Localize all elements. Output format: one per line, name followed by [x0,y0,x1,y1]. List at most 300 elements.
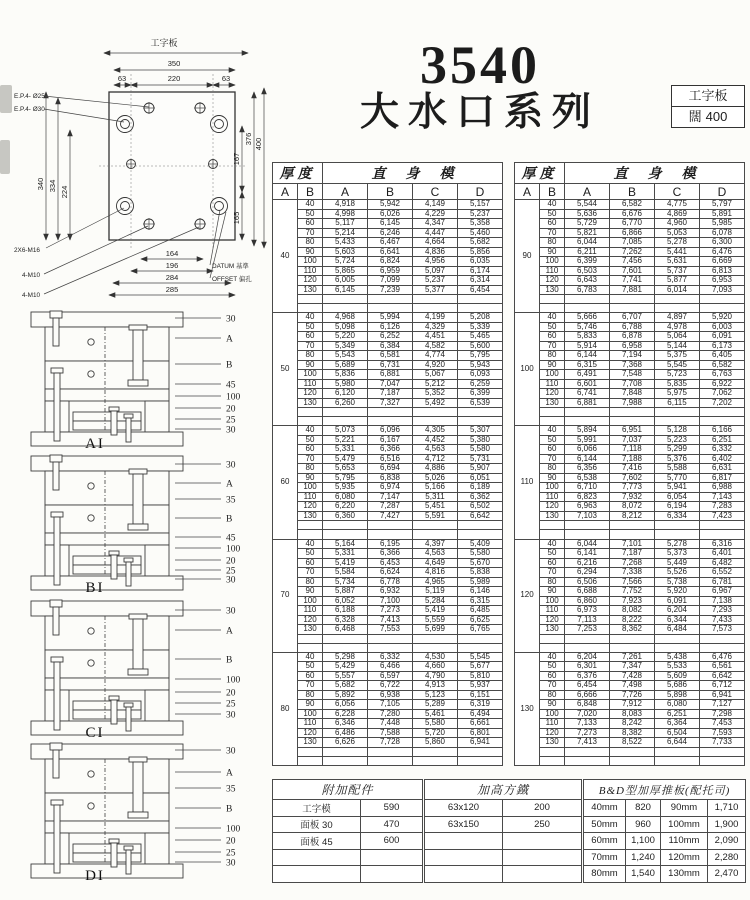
label-offset: OFFSET 偏孔 [212,276,252,283]
price-cell: 5,053 [655,228,700,238]
price-cell: 8,382 [610,728,655,738]
table-row [515,738,745,748]
callout-label: 100 [226,824,241,835]
empty-cell [700,530,745,539]
return-pin-head [109,551,119,555]
empty-cell [565,304,610,313]
empty-cell [458,417,503,426]
thickness-b-value: 90 [298,473,323,483]
table-row [515,652,745,662]
thickness-b-value: 60 [298,332,323,342]
price-cell: 7,708 [610,379,655,389]
thickness-b-value: 80 [298,690,323,700]
price-cell: 6,003 [700,322,745,332]
price-cell: 7,573 [700,625,745,635]
empty-cell [458,295,503,304]
table-row [515,454,745,464]
thickness-b-value: 110 [540,719,565,729]
price-cell: 7,239 [368,285,413,295]
price-cell: 4,660 [413,662,458,672]
empty-cell [458,756,503,765]
thickness-b-value: 130 [540,398,565,408]
price-cell: 7,280 [368,709,413,719]
callout-label: A [226,768,233,779]
price-cell: 6,399 [458,389,503,399]
thickness-b-value: 110 [540,379,565,389]
label-2x6-m16: 2X6-M16 [14,247,40,254]
price-cell: 4,199 [413,313,458,323]
long-bolt-shaft [54,662,60,730]
price-cell: 7,047 [368,379,413,389]
price-cell: 5,064 [655,332,700,342]
price-cell: 5,067 [413,370,458,380]
table-row [273,502,503,512]
price-cell: 6,246 [368,228,413,238]
thickness-b-value: 120 [298,615,323,625]
price-cell: 5,746 [565,322,610,332]
price-cell: 5,600 [458,341,503,351]
price-cell: 4,836 [413,247,458,257]
table-row [273,276,503,286]
price-cell: 6,967 [700,587,745,597]
dim-340: 340 [36,177,45,191]
small-bolt-head [124,558,133,562]
thickness-b-value: 120 [540,276,565,286]
price-cell: 6,301 [565,662,610,672]
small-bolt-head [124,414,133,418]
empty-cell [540,530,565,539]
small-bolt [126,850,131,874]
empty-cell [413,643,458,652]
price-cell: 6,376 [565,671,610,681]
table-row [273,800,423,817]
price-cell: 4,582 [413,341,458,351]
empty-cell [540,756,565,765]
price-cell: 6,362 [458,492,503,502]
price-cell: 5,985 [700,219,745,229]
price-cell: 5,545 [655,360,700,370]
table-row [273,341,503,351]
drawing-label: BI [85,580,105,594]
price-cell: 4,965 [413,577,458,587]
price-cell: 6,026 [368,209,413,219]
empty-cell [610,417,655,426]
price-cell: 5,975 [655,389,700,399]
spacer-row [515,417,745,426]
price-cell: 6,516 [368,454,413,464]
price-cell: 4,886 [413,464,458,474]
price-cell: 7,268 [610,558,655,568]
callout-label: 30 [226,460,236,471]
table-cell: 50mm [584,816,626,833]
thickness-b-value: 90 [540,587,565,597]
bolt-head [50,311,62,318]
price-cell: 5,331 [323,445,368,455]
spacer-row [515,530,745,539]
table-row [515,662,745,672]
price-cell: 4,452 [413,435,458,445]
price-cell: 6,778 [368,577,413,587]
table-row [273,370,503,380]
table-row [273,209,503,219]
thickness-b-value: 60 [298,445,323,455]
callout-label: 20 [226,836,236,847]
table-row [273,200,503,210]
price-cell: 6,582 [700,360,745,370]
price-cell: 6,228 [323,709,368,719]
price-cell: 7,553 [368,625,413,635]
empty-cell [565,295,610,304]
price-cell: 6,625 [458,615,503,625]
thickness-b-value: 130 [298,738,323,748]
price-cell: 4,918 [323,200,368,210]
guide-pin-cap [129,757,147,762]
table-row [515,587,745,597]
price-cell: 6,252 [368,332,413,342]
table-row [273,681,503,691]
price-cell: 5,557 [323,671,368,681]
price-cell: 7,602 [610,473,655,483]
spacer-row [273,756,503,765]
callout-label: 30 [226,710,236,721]
price-cell: 6,741 [565,389,610,399]
price-cell: 5,666 [565,313,610,323]
price-cell: 5,123 [413,690,458,700]
table-cell: 960 [626,816,661,833]
price-cell: 6,174 [458,266,503,276]
table-row [584,816,746,833]
thickness-b-value: 120 [298,276,323,286]
table-row [273,625,503,635]
spacer-block-right [145,833,169,864]
thickness-b-value: 120 [540,502,565,512]
price-cell: 6,316 [700,539,745,549]
price-cell: 7,143 [700,492,745,502]
table-row [273,606,503,616]
table-cell: 2,280 [708,849,746,866]
price-cell: 6,482 [700,558,745,568]
empty-cell [700,747,745,756]
price-cell: 7,416 [610,464,655,474]
price-cell: 6,765 [458,625,503,635]
thickness-b-value: 70 [540,341,565,351]
empty-cell [540,417,565,426]
price-cell: 6,195 [368,539,413,549]
empty-cell [655,408,700,417]
empty-cell [323,530,368,539]
thickness-b-value: 130 [540,511,565,521]
price-cell: 7,298 [700,709,745,719]
empty-cell [413,756,458,765]
price-cell: 6,328 [323,615,368,625]
price-cell: 5,352 [413,389,458,399]
thickness-b-value: 70 [540,228,565,238]
thickness-b-value: 80 [298,351,323,361]
empty-cell [323,417,368,426]
price-cell: 7,428 [610,671,655,681]
col-header-thickness: 厚度 [273,163,323,184]
thickness-b-value: 130 [298,625,323,635]
bolt-shaft [53,607,59,635]
mold-section-graphic [31,455,183,590]
guide-pin-cap [129,325,147,330]
thickness-b-value: 130 [540,738,565,748]
price-cell: 7,347 [610,662,655,672]
table-row [515,709,745,719]
long-bolt-head [51,657,63,662]
callout-label: A [226,334,233,345]
thickness-b-value: 50 [298,435,323,445]
thickness-b-value: 40 [540,652,565,662]
price-cell: 6,813 [700,266,745,276]
empty-cell [700,756,745,765]
price-cell: 5,339 [458,322,503,332]
thickness-b-value: 90 [540,360,565,370]
price-cell: 6,881 [565,398,610,408]
table-cell: 1,540 [626,866,661,883]
price-cell: 6,781 [700,577,745,587]
price-cell: 6,582 [610,200,655,210]
price-cell: 6,783 [565,285,610,295]
table-row [515,341,745,351]
price-cell: 7,456 [610,257,655,267]
price-cell: 6,763 [700,370,745,380]
price-cell: 5,723 [655,370,700,380]
empty-cell [458,521,503,530]
guide-pin-foot [128,524,148,530]
empty-cell [610,756,655,765]
price-cell: 5,795 [323,473,368,483]
price-cell: 6,315 [458,596,503,606]
price-cell: 5,128 [655,426,700,436]
price-cell: 5,307 [458,426,503,436]
empty-cell [610,408,655,417]
price-cell: 6,848 [565,700,610,710]
price-cell: 6,314 [458,276,503,286]
thickness-b-value: 110 [540,266,565,276]
price-cell: 7,413 [565,738,610,748]
table-row [425,866,582,883]
thickness-b-value: 50 [540,209,565,219]
callout-label: 30 [226,858,236,869]
thickness-b-value: 100 [298,483,323,493]
empty-cell [610,643,655,652]
price-cell: 6,399 [565,257,610,267]
price-cell: 5,465 [458,332,503,342]
empty-cell [565,634,610,643]
price-cell: 7,433 [700,615,745,625]
price-cell: 7,912 [610,700,655,710]
empty-cell [298,295,323,304]
thickness-b-value: 70 [298,228,323,238]
bolt-shaft [53,462,59,490]
price-cell: 7,273 [565,728,610,738]
price-cell: 6,091 [700,332,745,342]
bolt-head [50,455,62,462]
table-row [515,671,745,681]
callout-label: 30 [226,314,236,325]
price-cell: 6,115 [655,398,700,408]
table-row [273,219,503,229]
col-header-a2: A [323,184,368,200]
empty-cell [298,643,323,652]
price-cell: 6,581 [368,351,413,361]
table-row [515,322,745,332]
price-cell: 6,938 [368,690,413,700]
empty-cell [655,295,700,304]
table-row [515,238,745,248]
long-bolt-head [51,368,63,373]
callout-label: 25 [226,699,236,710]
table-row [515,492,745,502]
price-cell: 6,731 [368,360,413,370]
thickness-b-value: 80 [298,464,323,474]
scan-artifact [0,85,12,113]
empty-cell [368,530,413,539]
guide-pin [133,474,143,524]
long-bolt-shaft [54,373,60,441]
empty-cell [323,408,368,417]
price-cell: 6,093 [458,370,503,380]
table-row [273,435,503,445]
price-cell: 7,848 [610,389,655,399]
table-cell [273,866,361,883]
b-plate [45,793,169,821]
callout-label: 30 [226,606,236,617]
thickness-a-value: 130 [515,652,540,765]
table-cell [361,866,423,883]
table-row [273,568,503,578]
empty-cell [565,643,610,652]
empty-cell [565,521,610,530]
price-cell: 5,166 [413,483,458,493]
dim-63-right: 63 [221,74,231,83]
table-row [273,738,503,748]
price-cell: 5,284 [413,596,458,606]
price-cell: 7,103 [565,511,610,521]
price-cell: 4,447 [413,228,458,238]
price-cell: 7,588 [368,728,413,738]
table-row [273,833,423,850]
price-cell: 5,770 [655,473,700,483]
table-cell: 100mm [661,816,708,833]
table-row [515,435,745,445]
plate-title: 工字板 [150,38,178,48]
thickness-b-value: 90 [298,247,323,257]
empty-cell [298,304,323,313]
price-cell: 5,935 [323,483,368,493]
table-cell [503,833,582,850]
thickness-b-value: 80 [540,690,565,700]
table-row [273,709,503,719]
price-cell: 5,117 [323,219,368,229]
spacer-row [515,747,745,756]
table-row [273,266,503,276]
price-cell: 6,216 [565,558,610,568]
price-cell: 5,670 [458,558,503,568]
price-cell: 6,539 [458,398,503,408]
empty-cell [458,634,503,643]
price-cell: 5,636 [565,209,610,219]
price-cell: 5,460 [458,228,503,238]
price-cell: 4,978 [655,322,700,332]
price-cell: 7,498 [610,681,655,691]
empty-cell [368,643,413,652]
price-cell: 5,212 [413,379,458,389]
price-cell: 7,273 [368,606,413,616]
price-cell: 6,044 [565,238,610,248]
price-cell: 6,712 [700,681,745,691]
price-cell: 7,188 [610,454,655,464]
price-cell: 5,989 [458,577,503,587]
price-cell: 6,356 [565,464,610,474]
dim-350: 350 [167,59,181,68]
guide-pin-cap [129,614,147,619]
price-cell: 4,530 [413,652,458,662]
table-row [515,681,745,691]
thickness-b-value: 60 [540,219,565,229]
price-cell: 7,133 [565,719,610,729]
price-cell: 4,305 [413,426,458,436]
callout-label: B [226,360,233,371]
b-plate [45,505,169,533]
empty-cell [298,530,323,539]
price-cell: 5,299 [655,445,700,455]
price-cell: 4,712 [413,454,458,464]
spacer-row [273,634,503,643]
callout-label: 25 [226,848,236,859]
table-row [273,238,503,248]
table-row [515,445,745,455]
price-cell: 6,332 [700,445,745,455]
table-row [273,652,503,662]
price-cell: 5,237 [413,276,458,286]
table-cell: 820 [626,800,661,817]
table-cell: 90mm [661,800,708,817]
price-cell: 6,454 [565,681,610,691]
callout-label: 45 [226,533,236,544]
thickness-b-value: 40 [540,313,565,323]
price-cell: 5,892 [323,690,368,700]
table-row [273,360,503,370]
price-cell: 5,580 [458,445,503,455]
spacer-row [515,634,745,643]
mold-section-graphic [31,311,183,446]
table-row [273,596,503,606]
thickness-b-value: 50 [540,549,565,559]
table-row [515,596,745,606]
price-cell: 4,451 [413,332,458,342]
label-datum: DATUM 基準 [212,263,249,270]
empty-cell [655,756,700,765]
thickness-b-value: 100 [298,370,323,380]
price-cell: 5,433 [323,238,368,248]
price-cell: 5,377 [413,285,458,295]
thickness-b-value: 130 [298,285,323,295]
price-cell: 6,676 [610,209,655,219]
price-cell: 6,144 [565,351,610,361]
table-row [515,219,745,229]
price-cell: 7,427 [368,511,413,521]
thickness-b-value: 110 [298,606,323,616]
table-cell: 63x150 [425,816,503,833]
price-cell: 6,823 [565,492,610,502]
price-cell: 6,145 [368,219,413,229]
table-row [273,445,503,455]
table-cell [503,849,582,866]
price-cell: 6,035 [458,257,503,267]
thickness-b-value: 120 [298,728,323,738]
